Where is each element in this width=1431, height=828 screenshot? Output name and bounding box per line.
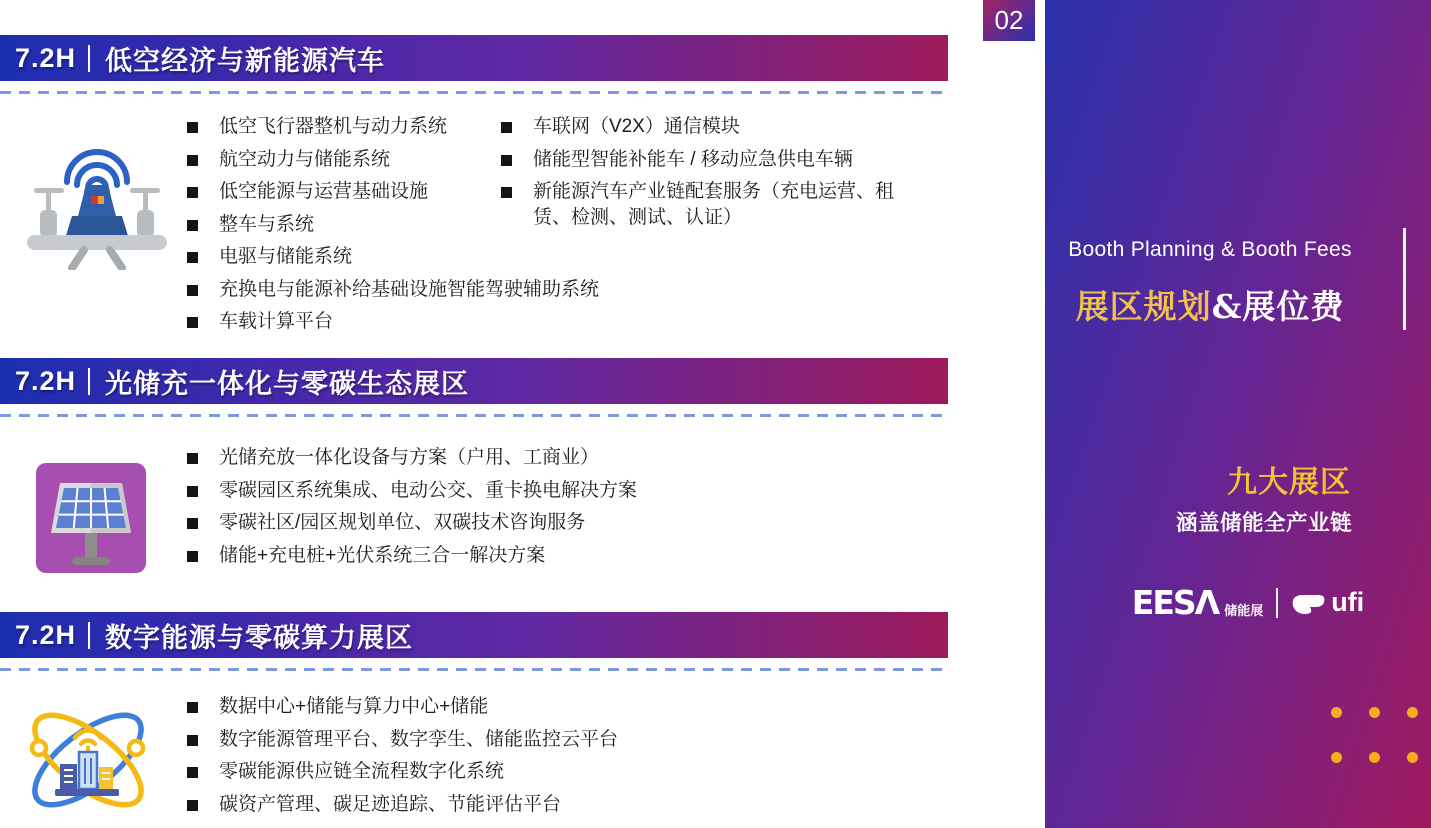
section1-header — [0, 35, 948, 81]
section2-title: 光储充一体化与零碳生态展区 — [105, 368, 470, 399]
bullet-item: 数据中心+储能与算力中心+储能 — [187, 694, 618, 720]
gold-dot — [1331, 752, 1342, 763]
bullet-square-icon — [501, 122, 512, 133]
bullet-square-icon — [187, 735, 198, 746]
feature-subtitle: 涵盖储能全产业链 — [1175, 511, 1352, 535]
bullet-item: 零碳社区/园区规划单位、双碳技术咨询服务 — [187, 510, 637, 536]
eesa-logo-subtext: 储能展 — [1224, 603, 1264, 618]
sidebar-panel — [1045, 0, 1431, 828]
dashed-separator — [0, 668, 948, 671]
header-divider — [88, 368, 90, 395]
bullet-square-icon — [187, 800, 198, 811]
ufi-logo-text: ufi — [1331, 587, 1365, 617]
bullet-square-icon — [187, 551, 198, 562]
bullet-item: 低空飞行器整机与动力系统 — [187, 114, 501, 140]
gold-dot — [1369, 707, 1380, 718]
bullet-square-icon — [187, 317, 198, 328]
bullet-item: 零碳能源供应链全流程数字化系统 — [187, 759, 618, 785]
sidebar-title-zh — [1049, 281, 1371, 328]
gold-dot — [1407, 707, 1418, 718]
solar-panel-icon — [36, 463, 146, 573]
section3-header — [0, 612, 948, 658]
sidebar-title-white: &展位费 — [1211, 287, 1345, 326]
feature-title: 九大展区 — [1227, 466, 1351, 499]
bullet-square-icon — [187, 518, 198, 529]
bullet-item: 整车与系统 — [187, 212, 501, 238]
bullet-square-icon — [187, 453, 198, 464]
logo-row — [1091, 583, 1405, 622]
decorative-dot-grid — [1331, 707, 1418, 763]
bullet-square-icon — [187, 155, 198, 166]
bullet-item: 新能源汽车产业链配套服务（充电运营、租赁、检测、测试、认证） — [501, 179, 903, 231]
bullet-item: 数字能源管理平台、数字孪生、储能监控云平台 — [187, 727, 618, 753]
bullet-item: 储能+充电桩+光伏系统三合一解决方案 — [187, 543, 637, 569]
section1-title: 低空经济与新能源汽车 — [105, 45, 386, 76]
sidebar-subtitle-en: Booth Planning & Booth Fees — [1068, 238, 1352, 261]
bullet-square-icon — [187, 122, 198, 133]
section1-right-list — [501, 114, 903, 238]
bullet-square-icon — [501, 187, 512, 198]
drone-icon — [22, 130, 172, 275]
bullet-square-icon — [187, 187, 198, 198]
bullet-item: 充换电与能源补给基础设施智能驾驶辅助系统 — [187, 277, 501, 303]
atom-city-icon — [16, 692, 161, 828]
logo-divider — [1276, 588, 1278, 618]
bullet-item: 零碳园区系统集成、电动公交、重卡换电解决方案 — [187, 478, 637, 504]
section2-header — [0, 358, 948, 404]
bullet-item: 低空能源与运营基础设施 — [187, 179, 501, 205]
section2-hall-label: 7.2H — [15, 365, 77, 396]
bullet-square-icon — [187, 702, 198, 713]
section1-left-list — [187, 114, 600, 342]
dashed-separator — [0, 414, 948, 417]
bullet-square-icon — [501, 155, 512, 166]
bullet-item: 电驱与储能系统 — [187, 244, 501, 270]
section3-list — [187, 694, 618, 824]
section1-hall-label: 7.2H — [15, 42, 77, 73]
title-divider-line — [1403, 228, 1406, 330]
bullet-item: 储能型智能补能车 / 移动应急供电车辆 — [501, 147, 903, 173]
header-divider — [88, 622, 90, 649]
section3-title: 数字能源与零碳算力展区 — [105, 622, 414, 653]
bullet-square-icon — [187, 767, 198, 778]
ufi-logo — [1291, 587, 1364, 618]
gold-dot — [1407, 752, 1418, 763]
section3-hall-label: 7.2H — [15, 619, 77, 650]
gold-dot — [1369, 752, 1380, 763]
bullet-item: 车载计算平台 — [187, 309, 501, 335]
bullet-square-icon — [187, 285, 198, 296]
gold-dot — [1331, 707, 1342, 718]
bullet-square-icon — [187, 486, 198, 497]
bullet-item: 航空动力与储能系统 — [187, 147, 501, 173]
page-number-badge — [983, 0, 1035, 41]
eesa-logo: EESΛ — [1131, 583, 1219, 622]
bullet-item: 光储充放一体化设备与方案（户用、工商业） — [187, 445, 637, 471]
ufi-hand-icon — [1291, 591, 1327, 615]
section2-list — [187, 445, 637, 575]
bullet-square-icon — [187, 252, 198, 263]
header-divider — [88, 45, 90, 72]
dashed-separator — [0, 91, 948, 94]
bullet-item: 车联网（V2X）通信模块 — [501, 114, 903, 140]
page-number: 02 — [994, 5, 1024, 35]
bullet-square-icon — [187, 220, 198, 231]
sidebar-title-gold: 展区规划 — [1075, 287, 1212, 326]
bullet-item: 碳资产管理、碳足迹追踪、节能评估平台 — [187, 792, 618, 818]
